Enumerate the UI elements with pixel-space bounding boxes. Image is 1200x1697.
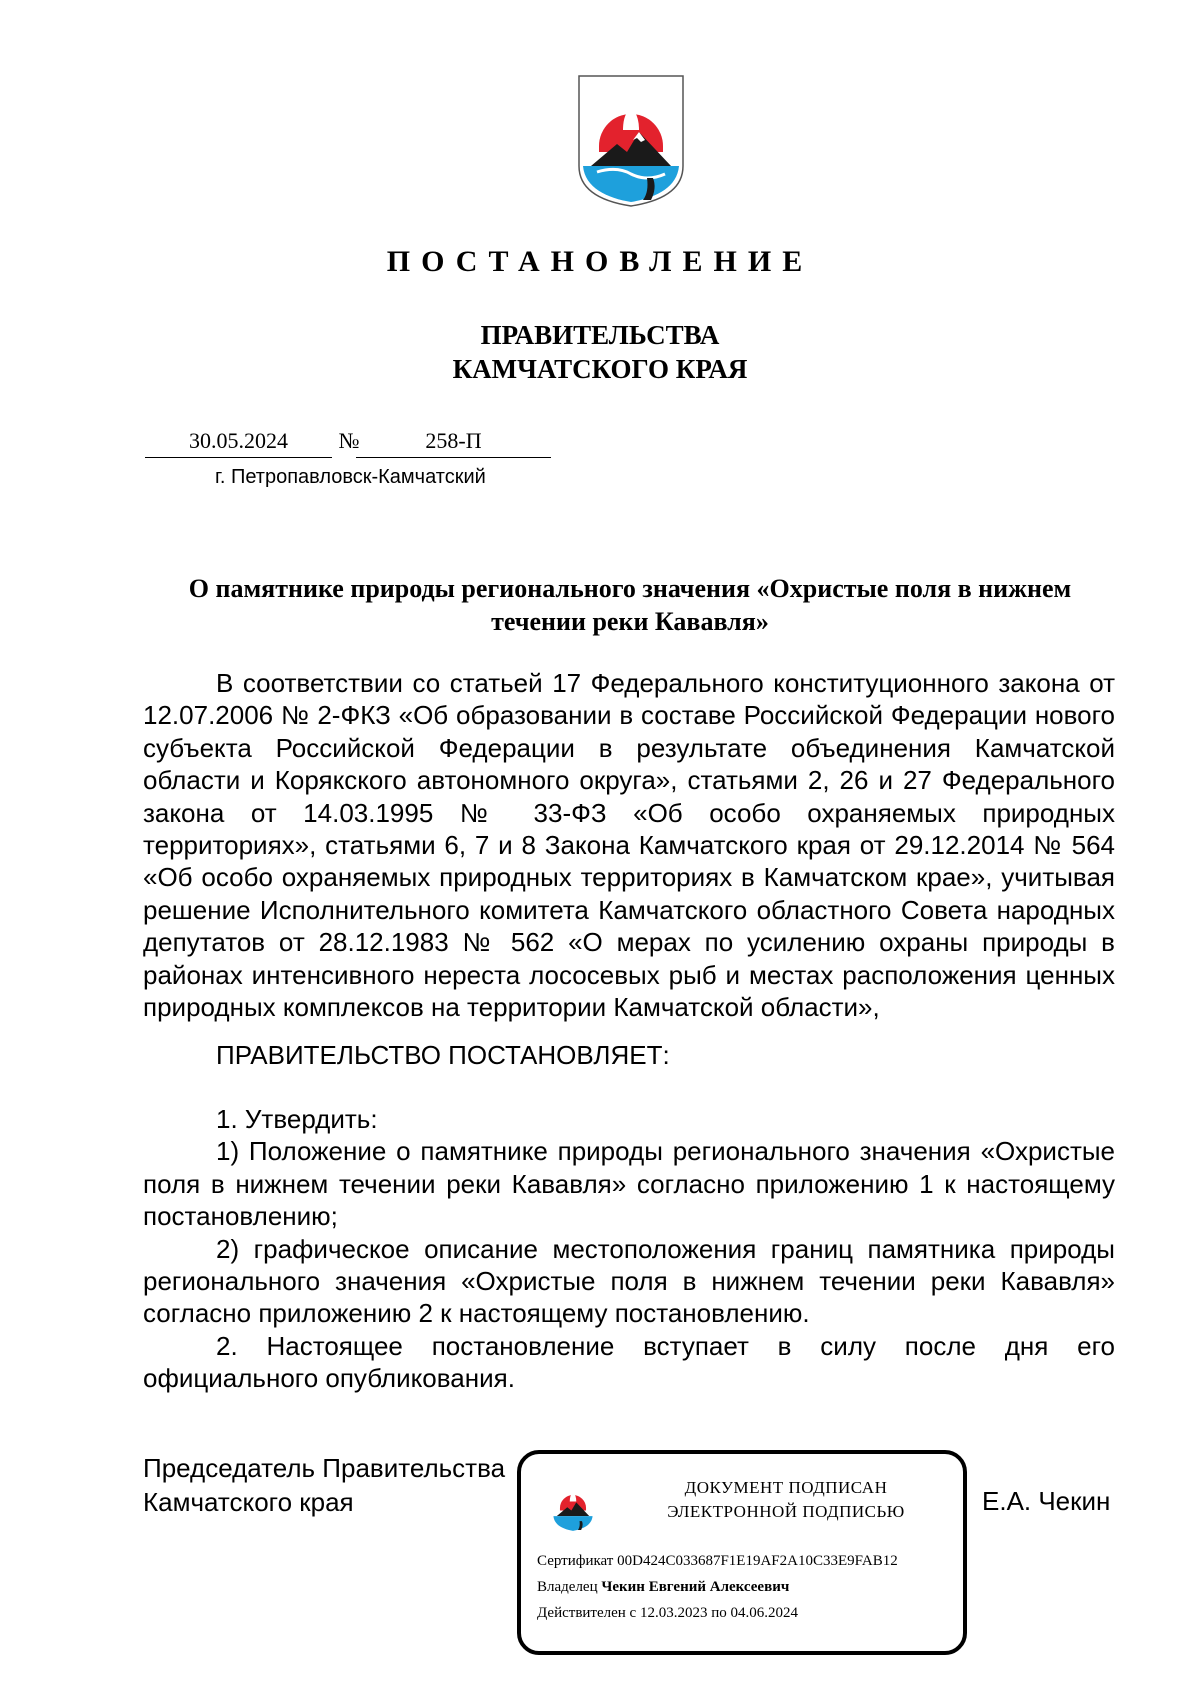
stamp-validity xyxy=(537,1605,798,1622)
preamble xyxy=(143,667,1115,1023)
issue-city: г. Петропавловск-Камчатский xyxy=(215,466,486,488)
signer-title-line-2: Камчатского края xyxy=(143,1487,354,1517)
owner-value: Чекин Евгений Алексеевич xyxy=(601,1579,790,1595)
document-date: 30.05.2024 xyxy=(189,428,288,453)
number-underline xyxy=(356,457,551,458)
date-underline xyxy=(145,457,332,458)
item-1: 1. Утвердить: xyxy=(216,1104,378,1134)
item-2: 2. Настоящее постановление вступает в силу после дня его официального опубликования. xyxy=(143,1330,1115,1394)
valid-to: 04.06.2024 xyxy=(730,1605,798,1621)
document-number-label: № xyxy=(338,428,360,453)
owner-label: Владелец xyxy=(537,1579,598,1595)
stamp-heading xyxy=(621,1476,951,1524)
electronic-signature-stamp xyxy=(517,1450,967,1655)
stamp-certificate xyxy=(537,1553,898,1570)
subject-line-2: течении реки Кававля» xyxy=(491,607,769,636)
stamp-owner xyxy=(537,1579,789,1596)
issuer xyxy=(0,318,1200,386)
valid-from: 12.03.2023 xyxy=(639,1605,708,1621)
signer-title xyxy=(143,1451,505,1519)
stamp-heading-line-1: ДОКУМЕНТ ПОДПИСАН xyxy=(684,1478,888,1497)
document-number: 258-П xyxy=(425,428,482,453)
issuer-line-1: ПРАВИТЕЛЬСТВА xyxy=(480,320,720,350)
stamp-emblem-icon xyxy=(551,1478,595,1534)
valid-label: Действителен с xyxy=(537,1605,637,1621)
certificate-label: Сертификат xyxy=(537,1553,614,1569)
subject-line-1: О памятнике природы регионального значения «Охристые поля в нижнем xyxy=(188,574,1072,603)
issuer-line-2: КАМЧАТСКОГО КРАЯ xyxy=(452,354,748,384)
item-1-2: 2) графическое описание местоположения границ памятника природы регионального значения «Охристые поля в нижнем течении реки Кававля» согласно приложению 2 к настоящему постановлению. xyxy=(143,1233,1115,1329)
document-type: ПОСТАНОВЛЕНИЕ xyxy=(386,245,814,278)
decree-line: ПРАВИТЕЛЬСТВО ПОСТАНОВЛЯЕТ: xyxy=(216,1040,670,1070)
signer-name: Е.А. Чекин xyxy=(982,1486,1111,1516)
stamp-heading-line-2: ЭЛЕКТРОННОЙ ПОДПИСЬЮ xyxy=(667,1502,905,1521)
preamble-paragraph: В соответствии со статьей 17 Федерального конституционного закона от 12.07.2006 № 2-ФКЗ «Об образовании в составе Российской Федерации нового субъекта Российской Федерации в результате объединения Камчатской области и Корякского автономного округа», статьями 2, 26 и 27 Федерального закона от 14.03.1995 № 33-ФЗ «Об особо охраняемых природных территориях», статьями 6, 7 и 8 Закона Камчатского края от 29.12.2014 № 564 «Об особо охраняемых природных территориях в Камчатском крае», учитывая решение Исполнительного комитета Камчатского областного Совета народных депутатов от 28.12.1983 № 562 «О мерах по усилению охраны природы в районах интенсивного нереста лососевых рыб и местах расположения ценных природных комплексов на территории Камчатской области», xyxy=(143,668,1115,1023)
kamchatka-coat-of-arms-icon xyxy=(577,74,685,208)
decree-items xyxy=(143,1103,1115,1395)
valid-to-label: по xyxy=(711,1605,727,1621)
document-subject xyxy=(140,572,1120,638)
signer-title-line-1: Председатель Правительства xyxy=(143,1453,506,1483)
item-1-1: 1) Положение о памятнике природы регионального значения «Охристые поля в нижнем течении реки Кававля» согласно приложению 1 к настоящему постановлению; xyxy=(143,1136,1115,1232)
certificate-value: 00D424C033687F1E19AF2A10C33E9FAB12 xyxy=(617,1553,898,1569)
